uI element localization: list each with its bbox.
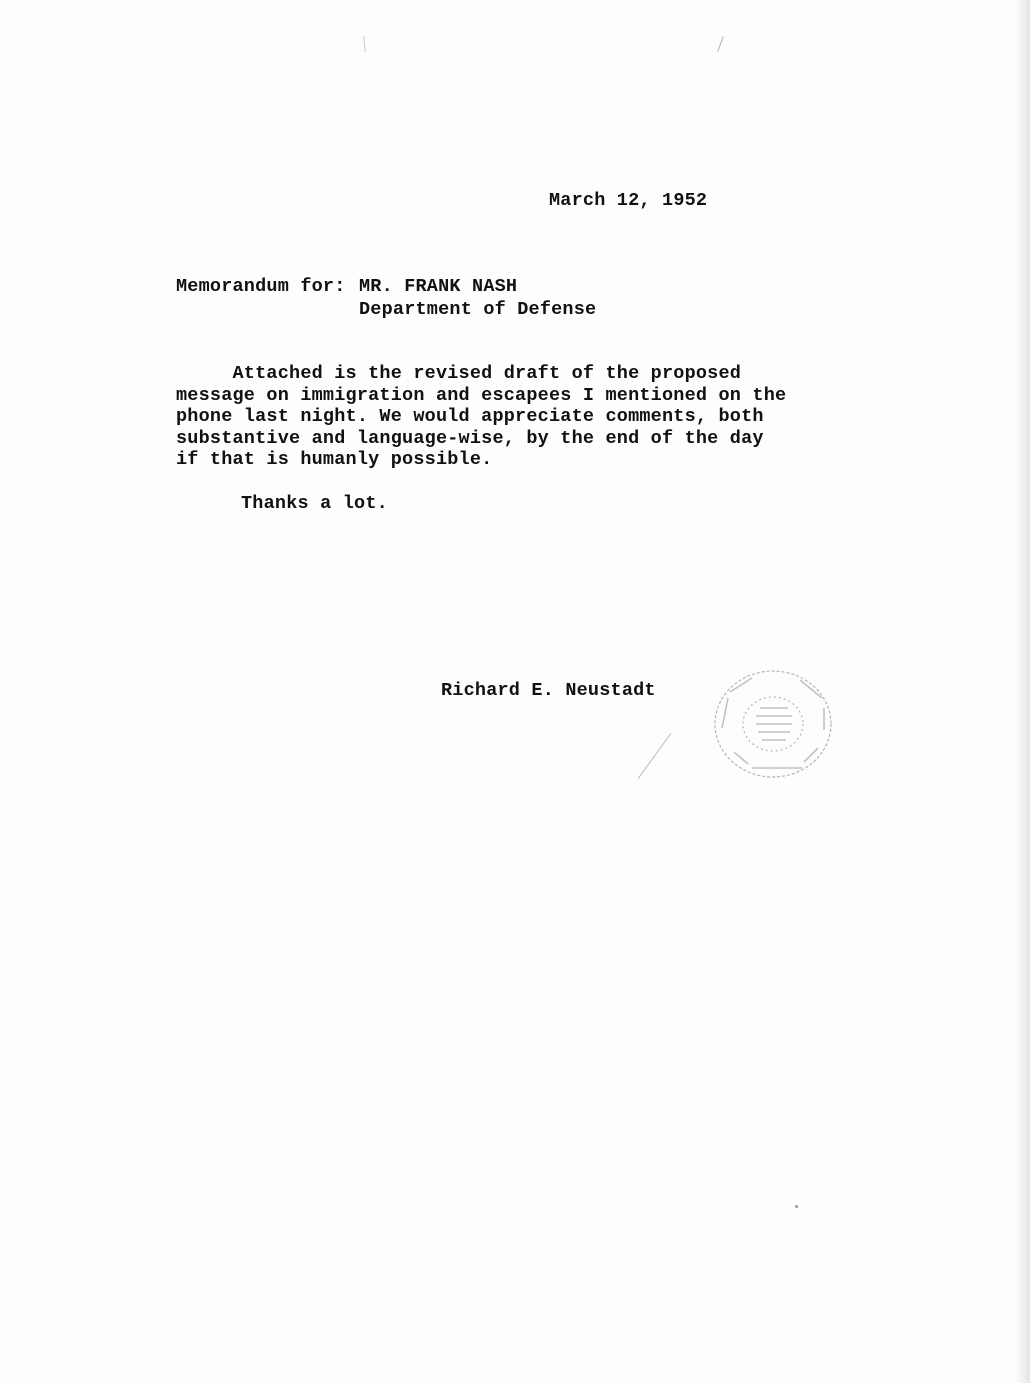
memo-body-line: if that is humanly possible.	[176, 449, 493, 470]
pen-stroke-mark	[638, 733, 672, 779]
memo-signature: Richard E. Neustadt	[441, 680, 656, 701]
page-edge-shadow	[1016, 0, 1030, 1383]
memo-date: March 12, 1952	[549, 190, 708, 211]
memo-body-line: message on immigration and escapees I mentioned on the	[176, 384, 787, 406]
memo-closing: Thanks a lot.	[241, 493, 388, 514]
memo-body-line: Attached is the revised draft of the proposed	[176, 363, 742, 384]
memo-recipient-department: Department of Defense	[359, 299, 597, 320]
memo-body-line: substantive and language-wise, by the end of the day	[176, 427, 764, 449]
paper-mark	[363, 36, 366, 52]
paper-speck	[795, 1205, 798, 1208]
paper-mark	[717, 36, 723, 51]
memo-body-line: phone last night. We would appreciate comments, both	[176, 406, 764, 427]
memo-recipient-name: MR. FRANK NASH	[359, 276, 518, 297]
memo-recipient-label: Memorandum for:	[176, 276, 346, 297]
memo-body	[176, 363, 796, 471]
archives-stamp-icon	[712, 668, 834, 780]
